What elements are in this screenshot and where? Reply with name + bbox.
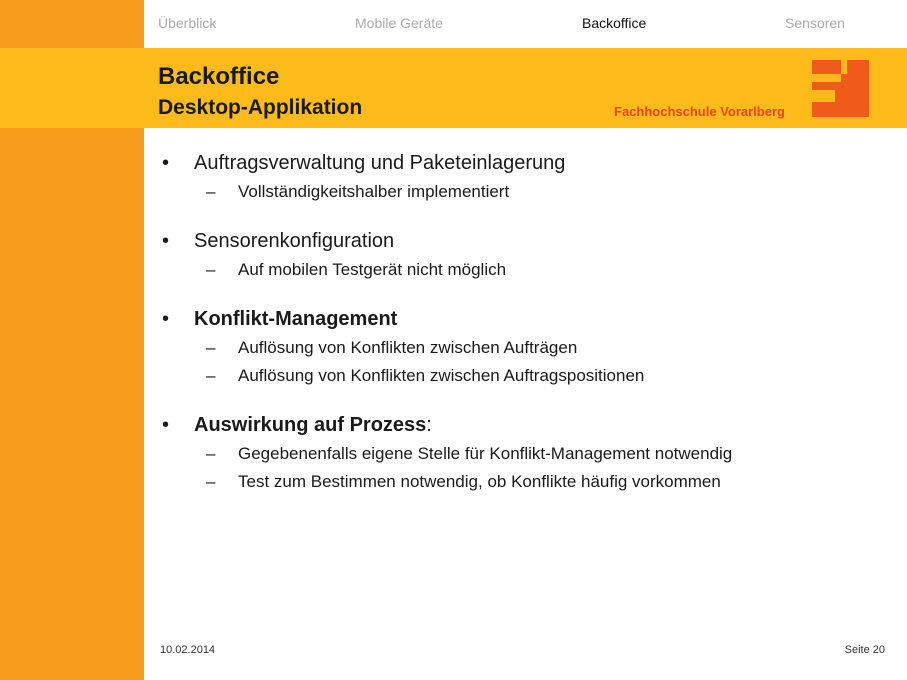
bullet-text: Auswirkung auf Prozess [194, 414, 427, 436]
bullet-text: Konflikt-Management [194, 308, 398, 330]
nav-mobile-geraete[interactable]: Mobile Geräte [355, 15, 443, 31]
bullet-block [160, 226, 890, 284]
top-navigation [144, 0, 907, 48]
bullet-item [160, 226, 890, 256]
sub-bullet-item [160, 468, 890, 496]
bullet-text: Auftragsverwaltung und Paketeinlagerung [194, 152, 566, 174]
sub-bullet-item [160, 440, 890, 468]
slide-content [160, 148, 890, 516]
dash-icon: – [206, 338, 216, 357]
bullet-item [160, 304, 890, 334]
bullet-dot-icon: • [162, 230, 170, 252]
sub-bullet-item [160, 256, 890, 284]
bullet-dot-icon: • [162, 308, 170, 330]
footer-date: 10.02.2014 [160, 644, 216, 656]
nav-ueberblick[interactable]: Überblick [158, 15, 217, 31]
dash-icon: – [206, 260, 216, 279]
logo-text: Fachhochschule Vorarlberg [614, 104, 785, 119]
sub-bullet-text: Test zum Bestimmen notwendig, ob Konflikte häufig vorkommen [238, 472, 721, 491]
bullet-block [160, 148, 890, 206]
bullet-text: Sensorenkonfiguration [194, 230, 395, 252]
dash-icon: – [206, 444, 216, 463]
sub-bullet-text: Auflösung von Konflikten zwischen Aufträgen [238, 338, 578, 357]
sub-bullet-text: Vollständigkeitshalber implementiert [238, 182, 510, 201]
slide-subtitle: Desktop-Applikation [158, 96, 363, 119]
page-number: Seite 20 [844, 644, 885, 656]
dash-icon: – [206, 366, 216, 385]
sub-bullet-text: Auflösung von Konflikten zwischen Auftragspositionen [238, 366, 645, 385]
sub-bullet-item [160, 362, 890, 390]
bullet-block [160, 304, 890, 390]
nav-sensoren[interactable]: Sensoren [785, 15, 845, 31]
bullet-dot-icon: • [162, 152, 170, 174]
bullet-suffix: : [426, 414, 432, 436]
sub-bullet-text: Auf mobilen Testgerät nicht möglich [238, 260, 507, 279]
bullet-item [160, 410, 890, 440]
bullet-dot-icon: • [162, 414, 170, 436]
sub-bullet-item [160, 334, 890, 362]
sub-bullet-item [160, 178, 890, 206]
slide-title: Backoffice [158, 63, 280, 90]
bullet-block [160, 410, 890, 496]
dash-icon: – [206, 182, 216, 201]
bullet-item [160, 148, 890, 178]
sub-bullet-text: Gegebenenfalls eigene Stelle für Konflikt-Management notwendig [238, 444, 733, 463]
dash-icon: – [206, 472, 216, 491]
nav-backoffice[interactable]: Backoffice [582, 15, 647, 31]
